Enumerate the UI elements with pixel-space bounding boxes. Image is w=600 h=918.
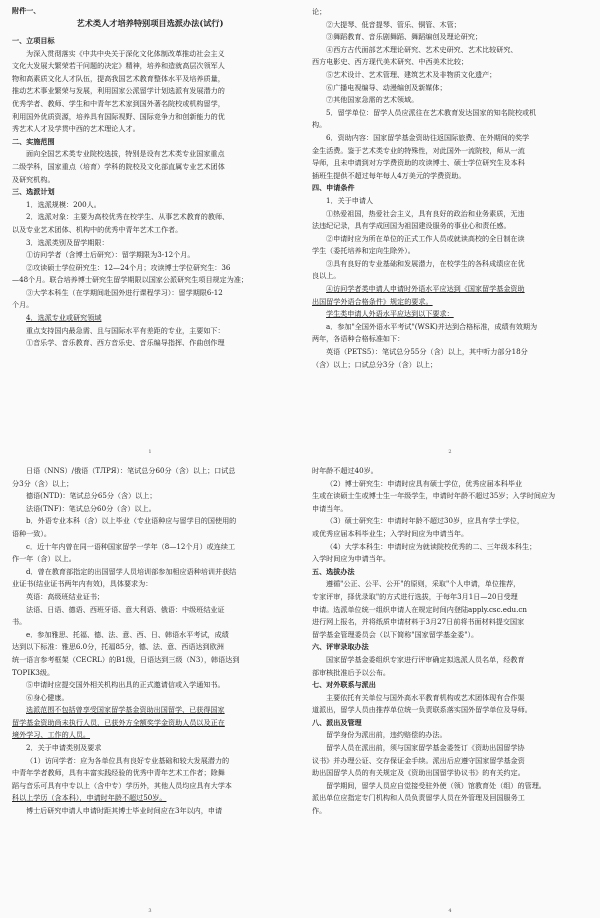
document-page-2 — [300, 0, 600, 459]
paragraph-line: 构。 — [312, 120, 327, 130]
paragraph-line: 业证书(结业证书两年内有效)，具体要求为： — [12, 579, 153, 589]
paragraph-line: 以及专业艺术团体、机构中的优秀中青年艺术工作者。 — [12, 224, 183, 234]
paragraph-line: 留学期间，留学人员应自觉接受驻外使（领）馆教育处（组）的管理。 — [326, 780, 546, 790]
paragraph-line: ④访问学者类申请人申请时外语水平应达到《国家留学基金资助 — [326, 284, 525, 294]
paragraph-line: 留学身份为派出前，违约赔偿的办法。 — [326, 730, 447, 740]
paragraph-line: 个月。 — [12, 300, 34, 310]
paragraph-line: ①访问学者（含博士后研究）：留学期限为3-12个月。 — [26, 250, 195, 260]
paragraph-line: 利用国外优质资源，培养具有国际视野、国际竞争力和创新能力的优 — [12, 111, 225, 121]
paragraph-line: 留学基金管理委员会（以下简称"国家留学基金委"）。 — [312, 629, 479, 639]
paragraph-line: 境外学习、工作的人员。 — [12, 730, 91, 740]
paragraph-line: 文化大发展大繁荣若干问题的决定》精神，培养和造就高层次领军人 — [12, 61, 225, 71]
paragraph-line: 二级学科，国家重点（培育）学科的院校及文化部直属专业艺术团体 — [12, 161, 225, 171]
paragraph-line: （1）访问学者：应为各单位具有良好专业基础和较大发展潜力的 — [26, 755, 230, 765]
paragraph-line: ②大提琴、低音提琴、管乐、铜管、木管； — [326, 19, 461, 29]
document-title: 艺术类人才培养特别项目选派办法(试行) — [76, 18, 224, 28]
paragraph-line: TOPIK3级。 — [12, 667, 55, 677]
paragraph-line: 国家留学基金委组织专家进行评审确定拟选派人员名单，经教育 — [326, 654, 525, 664]
paragraph-line: 导师，且未申请到对方学费资助的攻读博士、硕士学位研究生及本科 — [312, 158, 525, 168]
paragraph-line: 英语：高级班结业证书； — [26, 591, 105, 601]
paragraph-line: ⑥广播电视编导、动漫编创及新媒体； — [326, 82, 447, 92]
paragraph-line: 作一年（含）以上。 — [12, 554, 76, 564]
paragraph-line: （2）博士研究生：申请时应具有硕士学位，优秀应届本科毕业 — [326, 478, 523, 488]
paragraph-line: 论； — [312, 7, 327, 16]
paragraph-line: 主要依托有关单位与国外高水平教育机构或艺术团体现有合作渠 — [326, 692, 525, 702]
paragraph-line: 5．留学单位：留学人员应派往在艺术教育发达国家的知名院校或机 — [326, 107, 537, 117]
paragraph-line: 两年，各语种合格标准如下： — [312, 334, 405, 344]
paragraph-line: ①音乐学、音乐教育、西方音乐史、音乐编导指挥、作曲创作理 — [26, 338, 225, 348]
paragraph-line: 部审核批准后予以公布。 — [312, 667, 391, 677]
paragraph-line: 推动艺术事业繁荣与发展，利用国家公派留学计划选派有发展潜力的 — [12, 86, 225, 96]
paragraph-line: 物和高素质文化人才队伍，提高我国艺术教育整体水平及培养质量， — [12, 73, 225, 83]
section-heading: 六、评审录取办法 — [312, 642, 369, 652]
paragraph-line: 议书》并办理公证、交存保证金手续。派出后应遵守国家留学基金资 — [312, 755, 525, 765]
paragraph-line: d．曾在教育部指定的出国留学人员培训部参加相应语种培训并获结 — [26, 566, 237, 576]
paragraph-line: 入学时间应为申请当年。 — [312, 554, 391, 564]
page-number: 1 — [148, 449, 152, 455]
paragraph-line: （4）大学本科生：申请时应为就读院校优秀的二、三年级本科生； — [326, 541, 537, 551]
paragraph-line: 留学人员在派出前，须与国家留学基金委签订《资助出国留学协 — [326, 743, 525, 753]
paragraph-line: ④西方古代面部艺术理论研究、艺术史研究、艺术比较研究、 — [326, 44, 518, 54]
paragraph-line: 日语（NNS）/俄语（TЛPЯ）：笔试总分60分（含）以上；口试总 — [26, 466, 236, 475]
paragraph-line: 英语（PETS5）：笔试总分55分（含）以上，其中听力部分18分 — [326, 347, 528, 357]
paragraph-line: 良以上。 — [312, 271, 341, 281]
paragraph-line: 生或在读硕士生或博士生一年级学生，申请时年龄不超过35岁；入学时间应为 — [312, 491, 556, 501]
document-page-4 — [300, 459, 600, 918]
page-number: 4 — [448, 908, 452, 914]
paragraph-line: 申请当年。 — [312, 503, 348, 513]
paragraph-line: 达到以下标准：雅思6.0分，托福85分，德、法、意、西语达到欧洲 — [12, 642, 224, 652]
paragraph-line: b．外语专业本科（含）以上毕业（专业语种应与留学目的国使用的 — [26, 516, 237, 526]
paragraph-line: 遵循"公正、公平、公开"的原则，采取"个人申请，单位推荐， — [326, 579, 521, 589]
paragraph-line: 时年龄不超过40岁。 — [312, 466, 378, 475]
paragraph-line: ③具有良好的专业基础和发展潜力，在校学生的各科成绩应在优 — [326, 258, 525, 268]
paragraph-line: 1．关于申请人 — [326, 195, 374, 205]
paragraph-line: 中青年学者教师，具有丰富实践经验的优秀中青年艺术工作者；除舞 — [12, 768, 225, 778]
paragraph-line: 4．选派专业或研究领域 — [26, 313, 102, 323]
page-body — [312, 6, 588, 371]
paragraph-line: 语种一致）。 — [12, 528, 52, 538]
section-heading: 一、立项目标 — [12, 36, 55, 45]
paragraph-line: 助出国留学人员的有关规定及《资助出国留学协议书》的有关约定。 — [312, 768, 525, 778]
paragraph-line: 秀艺术人才及学贯中西的艺术理论人才。 — [12, 124, 140, 134]
section-heading: 八、派出及管理 — [312, 717, 362, 727]
paragraph-line: 蹈与音乐可具有中专以上（含中专）学历外，其他人员均应具有大学本 — [12, 780, 232, 790]
paragraph-line: 西方电影史、西方现代美术研究、中西美术比较； — [312, 57, 469, 67]
annex-label: 附件一、 — [12, 6, 41, 15]
section-heading: 三、选派计划 — [12, 187, 55, 197]
paragraph-line: 或优秀应届本科毕业生；入学时间应为申请当年。 — [312, 528, 469, 538]
paragraph-line: ⑦其他国家急需的艺术领域。 — [326, 95, 419, 105]
paragraph-line: 学生类申请人外语水平应达到以下要求： — [326, 309, 454, 319]
paragraph-line: ③大学本科生（在学期间赴国外进行课程学习）：留学期限6-12 — [26, 287, 223, 297]
paragraph-line: （3）硕士研究生：申请时年龄不超过30岁，应具有学士学位， — [326, 516, 524, 526]
paragraph-line: c．近十年内曾在同一语种国家留学一学年（8—12个月）或连续工 — [26, 541, 236, 551]
paragraph-line: 道派出，留学人员由推荐单位统一负责联系落实国外留学单位及导师。 — [312, 705, 532, 715]
paragraph-line: a．参加"全国外语水平考试"(WSK)并达到合格标准，成绩有效期为 — [326, 321, 538, 331]
paragraph-line: 6．资助内容：国家留学基金资助往返国际旅费、在外期间的奖学 — [326, 132, 530, 142]
page-number: 3 — [148, 908, 152, 914]
paragraph-line: （含）以上；口试总分3分（含）以上； — [312, 359, 438, 369]
paragraph-line: e．参加雅思、托福、德、法、意、西、日、韩语水平考试，成绩 — [26, 629, 229, 639]
paragraph-line: 为深入贯彻落实《中共中央关于深化文化体制改革推动社会主义 — [26, 48, 225, 58]
paragraph-line: 出国留学外语合格条件》规定的要求。 — [312, 296, 433, 306]
paragraph-line: 德语(NTD)：笔试总分65分（含）以上； — [26, 491, 157, 501]
paragraph-line: ②攻读硕士学位研究生：12—24个月；攻读博士学位研究生：36 — [26, 262, 231, 272]
paragraph-line: —48个月。联合培养博士研究生留学期限以国家公派研究生项目规定为准； — [12, 275, 249, 285]
paragraph-line: 面向全国艺术类专业院校选拔，特别是设有艺术类专业国家重点 — [26, 149, 225, 159]
section-heading: 二、实施范围 — [12, 136, 55, 146]
paragraph-line: 分3分（含）以上； — [12, 478, 74, 488]
paragraph-line: 专家评审，择优录取"的方式进行选拔，于每年3月1日—20日受理 — [312, 591, 518, 601]
paragraph-line: 金生活费。鉴于艺术类专业的特殊性，对此国外一流院校，师从一流 — [312, 145, 525, 155]
paragraph-line: ②申请时应为所在单位的正式工作人员或就读高校的全日制在读 — [326, 233, 525, 243]
paragraph-line: 重点支持国内最急需、且与国际水平有差距的专业，主要如下： — [26, 325, 225, 335]
document-page-3 — [0, 459, 300, 918]
paragraph-line: 派出单位应指定专门机构和人员负责留学人员在外管理及回国服务工 — [312, 793, 525, 803]
section-heading: 七、对外联系与派出 — [312, 680, 376, 690]
paragraph-line: 1．选派规模：200人。 — [26, 199, 101, 209]
paragraph-line: 3．选派类别及留学期限： — [26, 237, 109, 247]
paragraph-line: 优秀学者、教师、学生和中青年艺术家到国外著名院校或机构留学， — [12, 98, 225, 108]
paragraph-line: 作。 — [312, 806, 327, 816]
page-body — [312, 465, 588, 818]
page-body — [12, 465, 288, 818]
paragraph-line: 书。 — [12, 617, 27, 627]
paragraph-line: 选派范围不包括曾享受国家留学基金资助出国留学、已获得国家 — [26, 705, 225, 715]
paragraph-line: 2．关于申请类别及要求 — [26, 743, 102, 753]
page-body — [12, 35, 288, 350]
paragraph-line: ③舞蹈教育、音乐剧舞蹈、舞蹈编创及理论研究； — [326, 32, 483, 42]
paragraph-line: ⑥身心健康。 — [26, 692, 69, 702]
paragraph-line: 法语、日语、德语、西班牙语、意大利语、俄语：中级班结业证 — [26, 604, 225, 614]
paragraph-line: ⑤艺术设计、艺术管理、建筑艺术及非物质文化遗产； — [326, 69, 497, 79]
paragraph-line: 留学基金资助尚未执行人员，已获外方全额奖学金资助人员以及正在 — [12, 717, 225, 727]
paragraph-line: 申请。选派单位统一组织申请人在规定时间内登陆apply.csc.edu.cn — [312, 604, 527, 614]
paragraph-line: 统一语言参考框架（CECRL）的B1级，日语达到三级（N3），韩语达到 — [12, 654, 240, 664]
paragraph-line: 及研究机构。 — [12, 174, 55, 184]
section-heading: 五、选拔办法 — [312, 566, 355, 576]
paragraph-line: 学生（委托培养和定向生除外）。 — [312, 246, 415, 256]
paragraph-line: 科以上学历（含本科），申请时年龄不超过50岁。 — [12, 793, 167, 803]
paragraph-line: ①热爱祖国，热爱社会主义，具有良好的政治和业务素质，无违 — [326, 208, 525, 218]
document-page-1 — [0, 0, 300, 459]
paragraph-line: 进行网上报名，并将纸质申请材料于3月27日前将书面材料提交国家 — [312, 617, 525, 627]
section-heading: 四、申请条件 — [312, 183, 355, 193]
page-number: 2 — [448, 449, 452, 455]
paragraph-line: 法违纪记录，具有学成回国为祖国建设服务的事业心和责任感。 — [312, 221, 511, 231]
paragraph-line: 博士后研究申请人申请时距其博士毕业时间应在3年以内，申请 — [26, 806, 223, 816]
paragraph-line: 插班生提供不超过每年每人4万美元的学费资助。 — [312, 170, 466, 180]
paragraph-line: ⑤申请时应提交国外相关机构出具的正式邀请信或入学通知书。 — [26, 680, 225, 690]
paragraph-line: 2．选派对象：主要为高校优秀在校学生、从事艺术教育的教师、 — [26, 212, 230, 222]
paragraph-line: 法语(TNF)：笔试总分60分（含）以上。 — [26, 503, 156, 513]
